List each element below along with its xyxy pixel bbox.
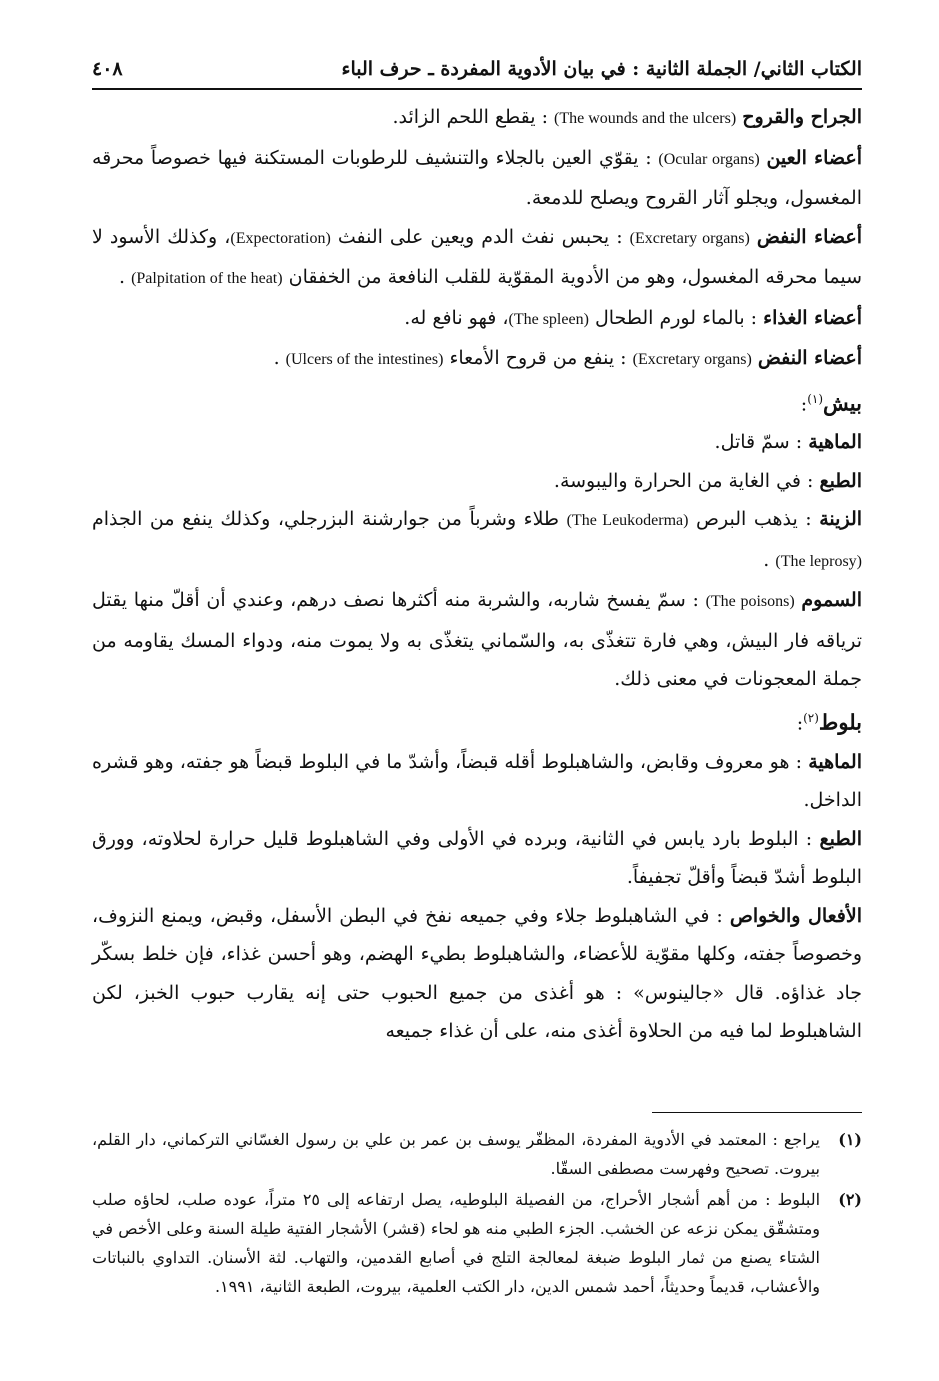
paragraph [92,98,862,139]
english-term: (The wounds and the ulcers) [554,110,737,127]
paragraph-term: أعضاء النفض [756,225,862,248]
footnote-number: (١) [838,1130,862,1149]
english-term: (The leprosy) [775,552,862,570]
section-heading [92,380,862,424]
english-term: (Expectoration) [230,229,331,247]
english-term: (The spleen) [508,310,589,328]
section-heading [92,699,862,743]
paragraph-term: أعضاء النفض [757,347,862,369]
paragraph [92,218,862,299]
paragraph [92,299,862,340]
paragraph [92,462,862,501]
footnote-separator [652,1112,862,1113]
paragraph-text: : البلوط بارد يابس في الثانية، وبرده في الأولى وفي الشاهبلوط قليل حرارة لحلاوته، وورق البلوط أشدّ قبضاً وأقلّ تجفيفاً. [92,827,862,889]
english-term: (The Leukoderma) [566,512,689,530]
footnote-text: يراجع : المعتمد في الأدوية المفردة، المظفّر يوسف بن عمر بن علي بن رسول الغسّاني التركماني، دار القلم، بيروت. تصحيح وفهرست مصطفى السقّا. [92,1130,820,1178]
paragraph [92,423,862,462]
english-term: (Excretary organs) [632,351,752,368]
footnote-number: (٢) [838,1190,862,1209]
paragraph-text: : [800,392,808,415]
paragraph [92,820,862,897]
paragraph-term: الزينة [819,508,863,531]
paragraph-term: الجراح والقروح [742,106,862,128]
running-header [92,58,862,90]
paragraph-text: : يحبس نفث الدم ويعين على النفث [337,225,630,248]
paragraph-text: : بالماء لورم الطحال [594,306,764,329]
paragraph-text: ، وكذلك الأسود لا سيما محرقه المغسول، وهو من الأدوية المقوّية للقلب النافعة من الخفقان [92,225,862,288]
heading-word: بيش [823,389,862,415]
paragraph-term: الأفعال والخواص [729,904,862,927]
footnote [92,1185,862,1301]
english-term: (The poisons) [705,593,795,611]
footnote-text: البلوط : من أهم أشجار الأحراج، من الفصيلة البلوطيه، يصل ارتفاعه إلى ٢٥ متراً، عوده صلب، لحاؤه صلب ومتشقّق يمكن نزعه عن الخشب. الجزء الطبي منه هو لحاء (قشر) الأشجار الفتية طيلة السنة وعلى الأخص في الشتاء يصنع من ثمار البلوط ضبغة لمعالجة التلج في أصابع القدمين، والتهاب. لثة الأسنان. التداوي بالنباتات والأعشاب، قديماً وحديثاً، أحمد شمس الدين، دار الكتب العلمية، بيروت، الطبعة الثانية، ١٩٩١. [92,1190,821,1296]
paragraph [92,139,862,218]
paragraph [92,339,862,380]
footnotes [92,1112,862,1303]
english-term: (Palpitation of the heat) [131,270,283,287]
paragraph-text: ، فهو نافع له. [404,306,509,329]
paragraph [92,500,862,581]
paragraph-term: الماهية [808,750,862,773]
paragraph-text: : يقوّي العين بالجلاء والتنشيف للرطوبات المستكنة فيها خصوصاً محرقه المغسول، ويجلو آثار القروح ويصلح للدمعة. [92,146,862,209]
paragraph-text: طلاء وشرباً من جوارشنة البزرجلي، وكذلك ينفع من الجذام [92,508,567,531]
english-term: (Ulcers of the intestines) [285,351,444,368]
paragraph-text: . [118,266,126,288]
body-text [92,98,862,1051]
footnote-ref: (١) [807,391,824,406]
paragraph-text: : ينفع من قروح الأمعاء [449,347,633,369]
paragraph-term: أعضاء الغذاء [763,306,862,329]
page-number: ٤٠٨ [92,58,123,80]
paragraph-text: . [273,347,280,369]
paragraph-text: : يذهب البرص [696,508,820,531]
paragraph-text: : هو معروف وقابض، والشاهبلوط أقله قبضاً، وأشدّ ما في البلوط قبضاً هو جفته، وهو قشره الداخل. [92,750,862,812]
paragraph-term: السموم [801,589,862,612]
heading-word: بلوط [818,709,862,735]
running-title: الكتاب الثاني/ الجملة الثانية : في بيان الأدوية المفردة ـ حرف الباء [341,58,862,80]
footnote [92,1125,862,1183]
english-term: (Excretary organs) [629,229,750,247]
paragraph-term: الطبع [819,469,862,492]
paragraph-text: : يقطع اللحم الزائد. [392,106,555,128]
paragraph [92,743,862,820]
paragraph [92,581,862,699]
paragraph-term: الماهية [808,431,862,454]
paragraph-text: : في الشاهبلوط جلاء وفي جميعه نفخ في البطن الأسفل، وقبض، ويمنع النزوف، وخصوصاً جفته، وكلها مقوّية للأعضاء، والشاهبلوط بطيء الهضم، وهو أحسن غذاء، فإن خلط بسكّر جاد غذاؤه. قال «جالينوس» : هو أغذى من جميع الحبوب حتى إنه يقارب حبوب الخبز، لكن الشاهبلوط لما فيه من الحلاوة أغذى منه، على أن غذاء جميعه [92,904,862,1043]
paragraph-term: أعضاء العين [766,146,862,169]
paragraph-text: . [763,548,770,571]
paragraph-text: : سمّ يفسخ شاربه، والشربة منه أكثرها نصف درهم، وعندي أن أقلّ منها يقتل ترياقه فار البيش، وهي فارة تتغذّى به، والسّماني يتغذّى به ولا يموت منه، ودواء المسك يقاومه من جملة المعجونات في معنى ذلك. [92,589,862,691]
paragraph-text: : [796,712,804,735]
footnote-ref: (٢) [803,710,819,725]
paragraph-text: : في الغاية من الحرارة واليبوسة. [553,469,820,492]
paragraph [92,897,862,1051]
paragraph-term: الطبع [819,827,862,850]
english-term: (Ocular organs) [658,150,760,168]
paragraph-text: : سمّ قاتل. [714,431,809,454]
page [92,58,862,1051]
